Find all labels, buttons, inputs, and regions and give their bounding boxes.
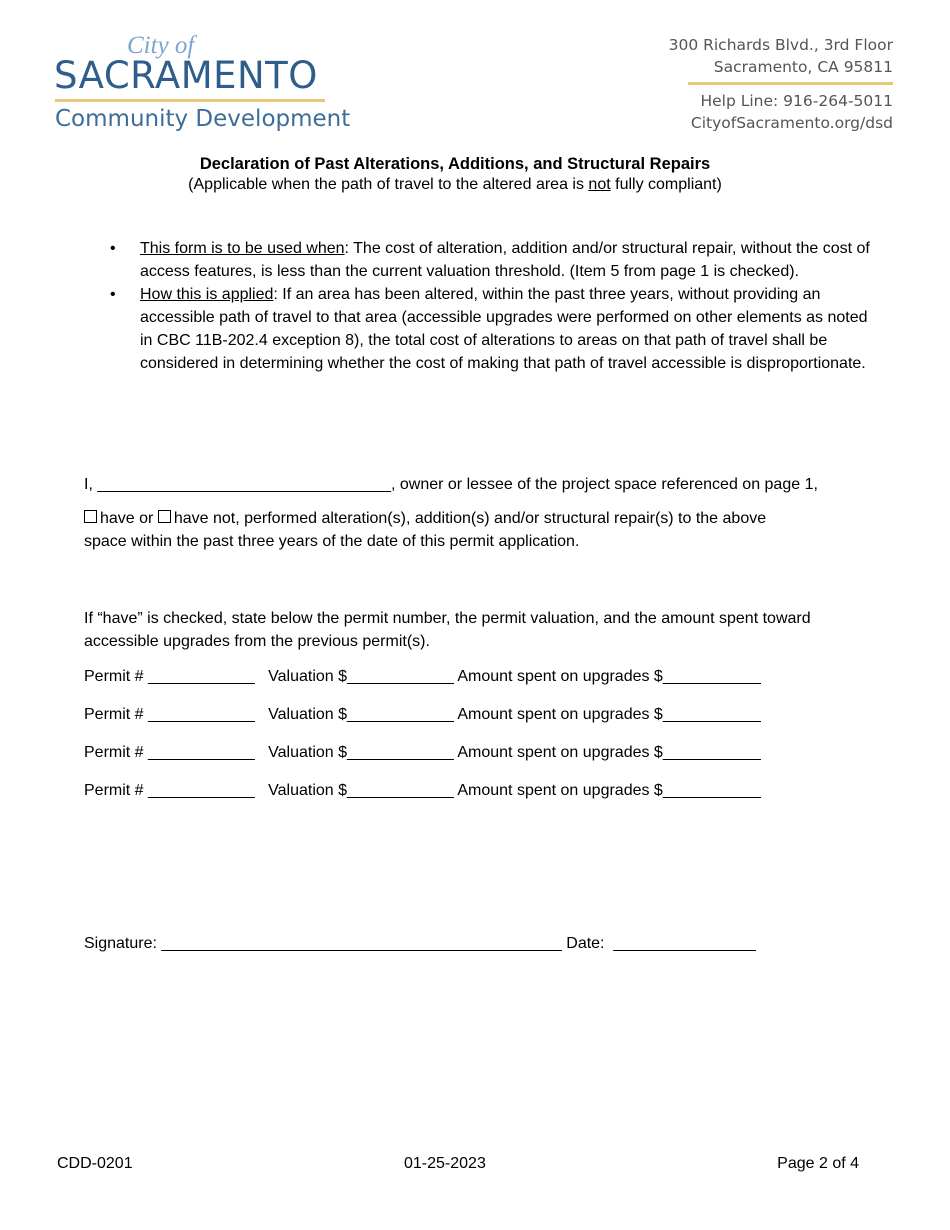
header-address [669, 34, 893, 78]
list-item: • This form is to be used when: The cost of alteration, addition and/or structural repair, without the cost of access features, is less than the current valuation threshold. (Item 5 from page 1 is checked). [110, 237, 870, 283]
permit-row[interactable]: Permit # ____________ Valuation $____________ Amount spent on upgrades $___________ [84, 706, 761, 723]
bullet-icon: • [110, 286, 116, 303]
instructions: If “have” is checked, state below the permit number, the permit valuation, and the amount spent toward accessible upgrades from the previous permit(s). [84, 610, 811, 650]
logo-sacramento: SACRAMENTO [54, 54, 318, 97]
header-contact [691, 90, 893, 134]
have-not-checkbox[interactable] [158, 510, 171, 523]
logo-divider [55, 99, 325, 102]
bullet-list [110, 237, 870, 375]
owner-name-line[interactable]: I, _________________________________, owner or lessee of the project space referenced on page 1, [84, 476, 818, 493]
list-item: • How this is applied: If an area has been altered, within the past three years, without providing an accessible path of travel to that area (accessible upgrades were performed on other elements as noted in CBC 11B-202.4 exception 8), the total cost of alterations to areas on that path of travel shall be considered in determining whether the cost of making that path of travel accessible is disproportionate. [110, 283, 870, 375]
address-line-2: Sacramento, CA 95811 [713, 58, 893, 76]
page-number: Page 2 of 4 [777, 1155, 859, 1172]
helpline: Help Line: 916-264-5011 [700, 92, 893, 110]
permit-row[interactable]: Permit # ____________ Valuation $____________ Amount spent on upgrades $___________ [84, 744, 761, 761]
page-title: Declaration of Past Alterations, Additions, and Structural Repairs [199, 155, 711, 173]
page-subtitle: (Applicable when the path of travel to the altered area is not fully compliant) [188, 176, 722, 193]
form-date: 01-25-2023 [404, 1155, 486, 1172]
signature-date-line[interactable]: Signature: _____________________________________________ Date: ________________ [84, 935, 756, 952]
address-line-1: 300 Richards Blvd., 3rd Floor [668, 36, 893, 54]
form-id: CDD-0201 [57, 1155, 133, 1172]
bullet-icon: • [110, 240, 116, 257]
permit-row[interactable]: Permit # ____________ Valuation $____________ Amount spent on upgrades $___________ [84, 668, 761, 685]
permit-row[interactable]: Permit # ____________ Valuation $____________ Amount spent on upgrades $___________ [84, 782, 761, 799]
have-checkbox-line: have or have not, performed alteration(s), addition(s) and/or structural repair(s) to the above space within the past three years of the date of this permit application. [84, 510, 767, 550]
have-checkbox[interactable] [84, 510, 97, 523]
logo-city-of: City of [127, 32, 195, 59]
logo-community-development: Community Development [55, 106, 351, 132]
address-divider [688, 82, 893, 85]
website: CityofSacramento.org/dsd [690, 114, 893, 132]
